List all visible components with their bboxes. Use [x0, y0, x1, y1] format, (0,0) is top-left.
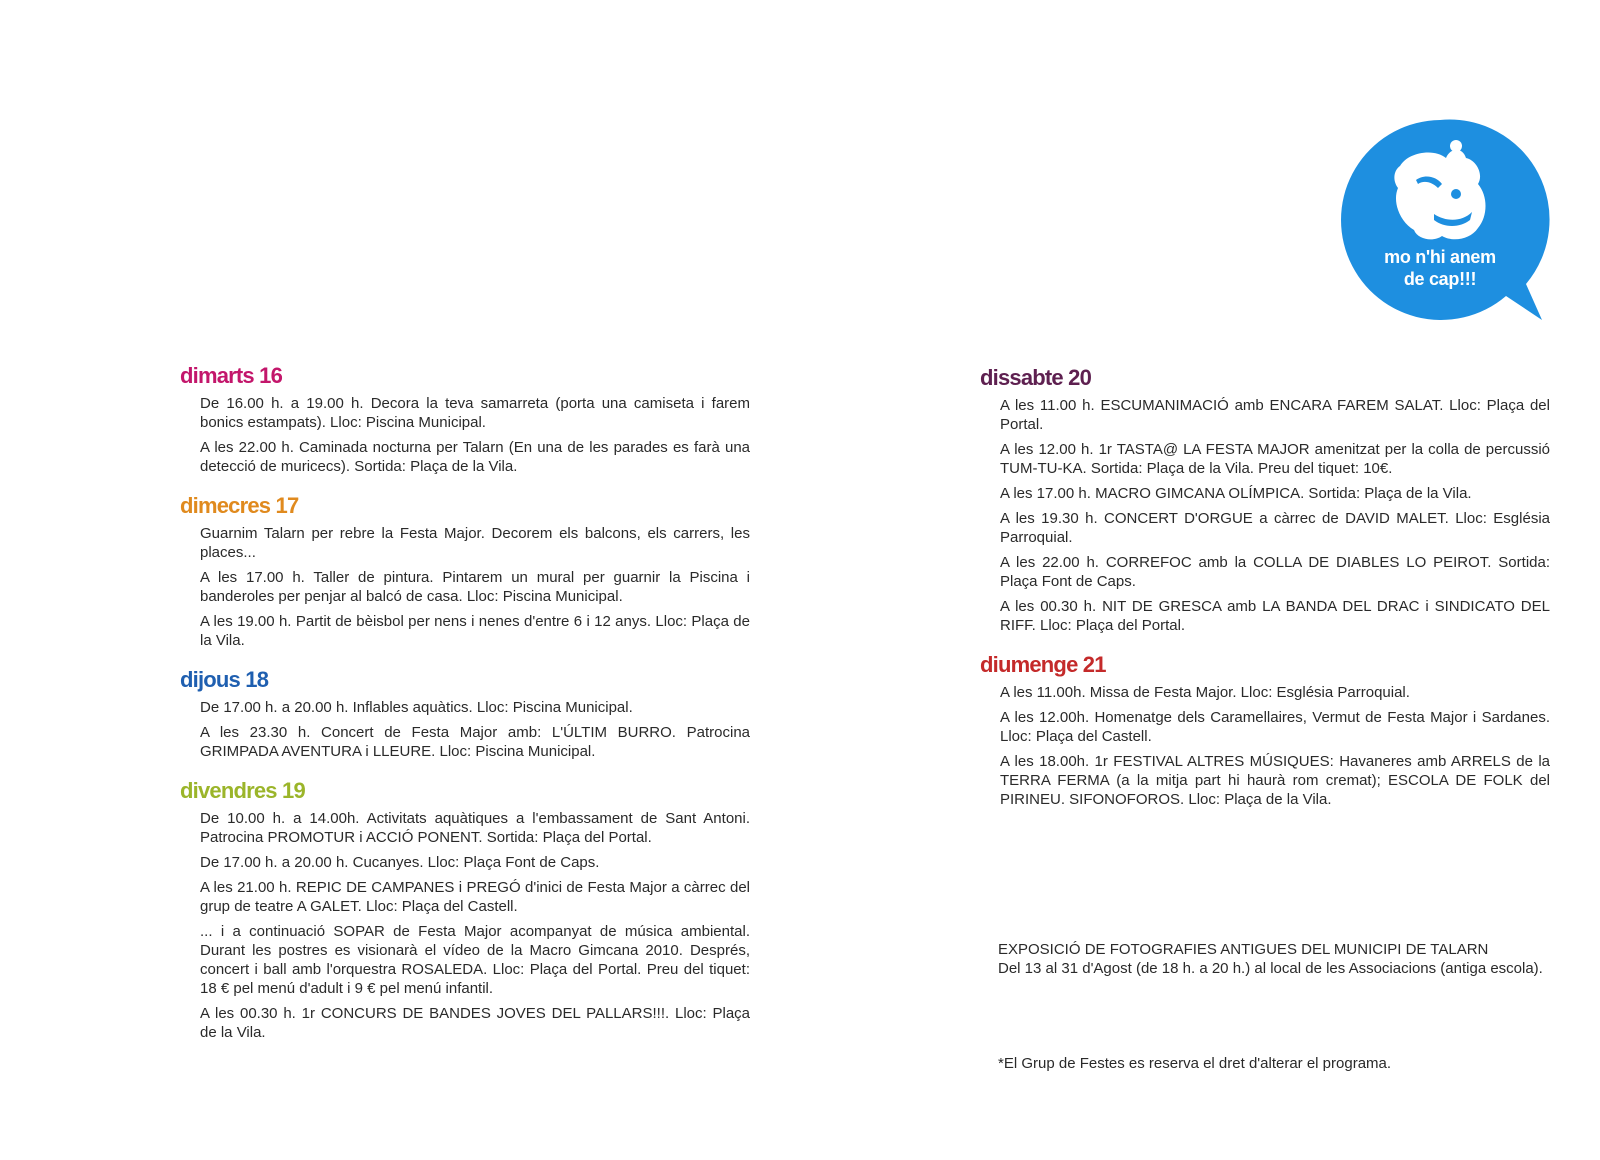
event-list	[180, 524, 750, 650]
event-item	[1000, 484, 1550, 503]
event-time: De 17.00 h. a 20.00 h.	[200, 699, 349, 716]
event-item	[200, 568, 750, 606]
event-time: A les 17.00 h.	[200, 569, 305, 586]
event-item	[1000, 752, 1550, 809]
day-title: dijous 18	[180, 667, 269, 692]
event-item	[1000, 597, 1550, 635]
event-list	[180, 809, 750, 1042]
event-time: A les 11.00h.	[1000, 684, 1086, 701]
event-description: ESCUMANIMACIÓ amb ENCARA FAREM SALAT. Lloc: Plaça del Portal.	[1000, 397, 1550, 433]
event-item	[200, 524, 750, 562]
badge-line-1: mo n'hi anem	[1384, 247, 1496, 267]
promo-badge	[1338, 118, 1550, 330]
event-description: Caminada nocturna per Talarn (En una de les parades es farà una detecció de muricecs). Sortida: Plaça de la Vila.	[200, 439, 750, 475]
event-description: Cucanyes. Lloc: Plaça Font de Caps.	[348, 854, 600, 871]
event-item	[200, 723, 750, 761]
event-time: A les 22.00 h.	[1000, 554, 1099, 571]
event-list	[980, 396, 1550, 635]
event-description: MACRO GIMCANA OLÍMPICA. Sortida: Plaça de la Vila.	[1090, 485, 1472, 502]
event-description: Decora la teva samarreta (porta una camiseta i farem bonics estampats). Lloc: Piscina Municipal.	[200, 395, 750, 431]
event-time: A les 00.30 h.	[1000, 598, 1097, 615]
day-title: diumenge 21	[980, 652, 1106, 677]
event-description: Activitats aquàtiques a l'embassament de Sant Antoni. Patrocina PROMOTUR i ACCIÓ PONENT. Sortida: Plaça del Portal.	[200, 810, 751, 846]
event-item	[1000, 396, 1550, 434]
event-time: A les 12.00h.	[1000, 709, 1090, 726]
event-description: Concert de Festa Major amb: L'ÚLTIM BURRO. Patrocina GRIMPADA AVENTURA i LLEURE. Lloc: Piscina Municipal.	[200, 724, 750, 760]
event-time: A les 19.00 h.	[200, 613, 292, 630]
exhibition-notice	[998, 940, 1548, 978]
event-time: De 16.00 h. a 19.00 h.	[200, 395, 364, 412]
event-time: A les 22.00 h.	[200, 439, 294, 456]
event-item	[200, 394, 750, 432]
day-title: dissabte 20	[980, 365, 1092, 390]
right-column	[980, 364, 1550, 825]
event-time: De 17.00 h. a 20.00 h.	[200, 854, 349, 871]
event-item	[200, 853, 750, 872]
event-item	[200, 809, 750, 847]
event-description: 1r TASTA@ LA FESTA MAJOR amenitzat per la colla de percussió TUM-TU-KA. Sortida: Plaça de la Vila. Preu del tiquet: 10€.	[1000, 441, 1550, 477]
event-item	[200, 438, 750, 476]
event-description: Missa de Festa Major. Lloc: Església Parroquial.	[1085, 684, 1410, 701]
event-description: Inflables aquàtics. Lloc: Piscina Municipal.	[348, 699, 633, 716]
event-item	[200, 922, 750, 998]
event-time: A les 00.30 h.	[200, 1005, 296, 1022]
event-item	[1000, 553, 1550, 591]
event-description: CONCERT D'ORGUE a càrrec de DAVID MALET. Lloc: Església Parroquial.	[1000, 510, 1550, 546]
event-description: 1r CONCURS DE BANDES JOVES DEL PALLARS!!!. Lloc: Plaça de la Vila.	[200, 1005, 751, 1041]
event-description: ... i a continuació SOPAR de Festa Major acompanyat de música ambiental. Durant les postres es visionarà el vídeo de la Macro Gimcana 2010. Després, concert i ball amb l'orquestra ROSALEDA. Lloc: Plaça del Portal. Preu del tiquet: 18 € pel menú d'adult i 9 € pel menú infantil.	[200, 923, 750, 997]
event-description: REPIC DE CAMPANES i PREGÓ d'inici de Festa Major a càrrec del grup de teatre A GALET. Lloc: Plaça del Castell.	[200, 879, 750, 915]
exhibition-title: EXPOSICIÓ DE FOTOGRAFIES ANTIGUES DEL MUNICIPI DE TALARN	[998, 941, 1489, 958]
event-item	[1000, 440, 1550, 478]
day-title: dimarts 16	[180, 363, 283, 388]
day-section	[180, 362, 750, 476]
event-list	[180, 698, 750, 761]
day-section	[980, 651, 1550, 809]
badge-slogan	[1338, 246, 1542, 290]
day-section	[180, 492, 750, 650]
day-section	[980, 364, 1550, 635]
event-description: Homenatge dels Caramellaires, Vermut de Festa Major i Sardanes. Lloc: Plaça del Castell.	[1000, 709, 1550, 745]
exhibition-text: Del 13 al 31 d'Agost (de 18 h. a 20 h.) al local de les Associacions (antiga escola).	[998, 960, 1543, 977]
event-item	[1000, 509, 1550, 547]
event-item	[1000, 683, 1550, 702]
event-description: NIT DE GRESCA amb LA BANDA DEL DRAC i SINDICATO DEL RIFF. Lloc: Plaça del Portal.	[1000, 598, 1550, 634]
event-item	[200, 878, 750, 916]
event-time: A les 18.00h.	[1000, 753, 1090, 770]
event-time: De 10.00 h. a 14.00h.	[200, 810, 360, 827]
day-section	[180, 777, 750, 1042]
event-time: A les 21.00 h.	[200, 879, 292, 896]
day-title: dimecres 17	[180, 493, 299, 518]
event-list	[180, 394, 750, 476]
event-time: A les 11.00 h.	[1000, 397, 1095, 414]
disclaimer: *El Grup de Festes es reserva el dret d'alterar el programa.	[998, 1055, 1392, 1072]
event-description: Guarnim Talarn per rebre la Festa Major. Decorem els balcons, els carrers, les places...	[200, 525, 750, 561]
day-title: divendres 19	[180, 778, 305, 803]
event-time: A les 12.00 h.	[1000, 441, 1094, 458]
event-description: Partit de bèisbol per nens i nenes d'entre 6 i 12 anys. Lloc: Plaça de la Vila.	[200, 613, 750, 649]
event-description: 1r FESTIVAL ALTRES MÚSIQUES: Havaneres amb ARRELS de la TERRA FERMA (a la mitja part hi haurà rom cremat); ESCOLA DE FOLK del PIRINEU. SIFONOFOROS. Lloc: Plaça de la Vila.	[1000, 753, 1551, 808]
event-item	[200, 1004, 750, 1042]
day-section	[180, 666, 750, 761]
event-item	[200, 612, 750, 650]
speech-bubble-icon	[1338, 118, 1550, 330]
badge-line-2: de cap!!!	[1403, 269, 1477, 289]
event-description: CORREFOC amb la COLLA DE DIABLES LO PEIROT. Sortida: Plaça Font de Caps.	[1000, 554, 1550, 590]
event-time: A les 23.30 h.	[200, 724, 311, 741]
event-item	[1000, 708, 1550, 746]
left-column	[180, 362, 750, 1058]
event-list	[980, 683, 1550, 809]
event-time: A les 17.00 h.	[1000, 485, 1091, 502]
event-item	[200, 698, 750, 717]
event-time: A les 19.30 h.	[1000, 510, 1098, 527]
event-description: Taller de pintura. Pintarem un mural per guarnir la Piscina i banderoles per penjar al balcó de casa. Lloc: Piscina Municipal.	[200, 569, 750, 605]
